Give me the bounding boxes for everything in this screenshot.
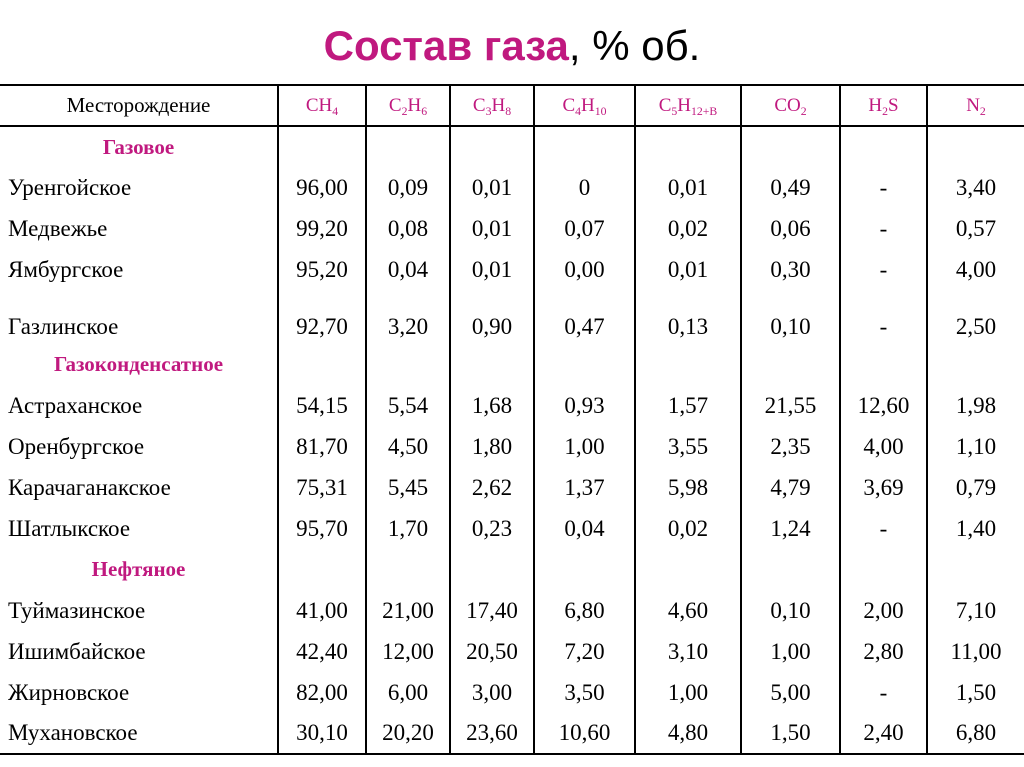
value-cell: 0,47	[534, 290, 635, 344]
empty-cell	[635, 126, 741, 167]
value-cell: -	[840, 167, 927, 208]
value-cell: 1,57	[635, 385, 741, 426]
field-name: Оренбургское	[8, 433, 145, 459]
value-cell: 0,01	[635, 249, 741, 290]
value-cell: 0,04	[534, 508, 635, 549]
value-cell: 3,20	[366, 290, 450, 344]
empty-cell	[741, 549, 840, 590]
value-cell: 42,40	[278, 631, 366, 672]
empty-cell	[534, 549, 635, 590]
formula-subscript: 10	[594, 104, 607, 118]
table-row	[0, 290, 1024, 344]
formula-symbol: H	[677, 94, 692, 116]
empty-cell	[927, 126, 1024, 167]
header-field: Месторождение	[0, 85, 278, 126]
formula-subscript: 4	[575, 104, 582, 118]
value-cell: 5,00	[741, 672, 840, 713]
formula-symbol: H	[407, 94, 422, 116]
field-name: Уренгойское	[8, 174, 132, 200]
header-c3h8	[450, 85, 534, 126]
value-cell: -	[840, 290, 927, 344]
table-row	[0, 672, 1024, 713]
formula-subscript: 8	[505, 104, 512, 118]
value-cell: 21,00	[366, 590, 450, 631]
value-cell: 54,15	[278, 385, 366, 426]
value-cell: 1,10	[927, 426, 1024, 467]
value-cell: 11,00	[927, 631, 1024, 672]
group-row	[0, 344, 1024, 385]
header-c2h6	[366, 85, 450, 126]
table-row	[0, 249, 1024, 290]
value-cell: 0,08	[366, 208, 450, 249]
formula-subscript: 3	[485, 104, 492, 118]
value-cell: 1,40	[927, 508, 1024, 549]
value-cell: 5,98	[635, 467, 741, 508]
value-cell: 1,50	[927, 672, 1024, 713]
empty-cell	[534, 126, 635, 167]
header-c5h12	[635, 85, 741, 126]
empty-cell	[450, 344, 534, 385]
value-cell: 0,10	[741, 290, 840, 344]
formula-symbol: C	[658, 94, 672, 116]
group-row	[0, 126, 1024, 167]
table-row	[0, 426, 1024, 467]
value-cell: 7,10	[927, 590, 1024, 631]
empty-cell	[927, 549, 1024, 590]
empty-cell	[366, 344, 450, 385]
table-row	[0, 167, 1024, 208]
value-cell: 1,24	[741, 508, 840, 549]
value-cell: 0,09	[366, 167, 450, 208]
value-cell: -	[840, 672, 927, 713]
value-cell: 23,60	[450, 713, 534, 754]
value-cell: 1,80	[450, 426, 534, 467]
value-cell: 12,00	[366, 631, 450, 672]
value-cell: 1,50	[741, 713, 840, 754]
value-cell: 0,01	[450, 167, 534, 208]
value-cell: 0,01	[450, 249, 534, 290]
value-cell: 1,98	[927, 385, 1024, 426]
value-cell: 30,10	[278, 713, 366, 754]
formula-subscript: 12+B	[691, 104, 718, 118]
value-cell: 5,45	[366, 467, 450, 508]
empty-cell	[450, 549, 534, 590]
field-name: Газлинское	[8, 314, 119, 339]
field-name: Медвежье	[8, 215, 108, 241]
value-cell: 0,10	[741, 590, 840, 631]
empty-cell	[278, 126, 366, 167]
value-cell: 2,50	[927, 290, 1024, 344]
header-ch4	[278, 85, 366, 126]
empty-cell	[534, 344, 635, 385]
formula-subscript: 2	[979, 104, 986, 118]
table-row	[0, 508, 1024, 549]
value-cell: 2,35	[741, 426, 840, 467]
formula-symbol: N	[966, 94, 980, 116]
table-header-row	[0, 85, 1024, 126]
value-cell: 99,20	[278, 208, 366, 249]
title-units: , % об.	[568, 22, 701, 69]
field-name: Мухановское	[0, 713, 278, 754]
formula-subscript: 5	[671, 104, 678, 118]
value-cell: 12,60	[840, 385, 927, 426]
value-cell: 20,20	[366, 713, 450, 754]
value-cell: 4,80	[635, 713, 741, 754]
value-cell: 0,23	[450, 508, 534, 549]
value-cell: 4,60	[635, 590, 741, 631]
formula-symbol: C	[472, 94, 486, 116]
field-name: Карачаганакское	[8, 474, 171, 500]
empty-cell	[840, 549, 927, 590]
value-cell: 41,00	[278, 590, 366, 631]
value-cell: 3,50	[534, 672, 635, 713]
value-cell: 6,80	[927, 713, 1024, 754]
value-cell: 21,55	[741, 385, 840, 426]
formula-symbol: CO	[774, 94, 801, 116]
field-name: Ямбургское	[8, 256, 124, 282]
value-cell: 2,00	[840, 590, 927, 631]
empty-cell	[840, 344, 927, 385]
formula-symbol: H	[491, 94, 506, 116]
value-cell: 0,04	[366, 249, 450, 290]
empty-cell	[741, 344, 840, 385]
value-cell: 1,70	[366, 508, 450, 549]
group-label: Газовое	[102, 134, 175, 159]
value-cell: 17,40	[450, 590, 534, 631]
field-name: Туймазинское	[8, 597, 146, 623]
formula-subscript: 6	[421, 104, 428, 118]
formula-symbol: H	[868, 94, 883, 116]
formula-subscript: 4	[332, 104, 339, 118]
value-cell: 1,00	[741, 631, 840, 672]
formula-subscript: 2	[882, 104, 889, 118]
value-cell: 4,00	[927, 249, 1024, 290]
formula-symbol: CH	[305, 94, 333, 116]
value-cell: -	[840, 208, 927, 249]
value-cell: -	[840, 249, 927, 290]
table-row	[0, 208, 1024, 249]
field-name: Шатлыкское	[8, 515, 131, 541]
formula-subscript: 2	[401, 104, 408, 118]
value-cell: 3,55	[635, 426, 741, 467]
empty-cell	[635, 549, 741, 590]
table-row	[0, 713, 1024, 754]
value-cell: 0,06	[741, 208, 840, 249]
empty-cell	[635, 344, 741, 385]
value-cell: 81,70	[278, 426, 366, 467]
value-cell: 2,80	[840, 631, 927, 672]
header-c4h10	[534, 85, 635, 126]
formula-symbol: C	[388, 94, 402, 116]
empty-cell	[366, 549, 450, 590]
page-title	[0, 20, 1024, 72]
value-cell: 2,40	[840, 713, 927, 754]
value-cell: 5,54	[366, 385, 450, 426]
value-cell: 0,13	[635, 290, 741, 344]
gas-composition-table	[0, 84, 1024, 755]
value-cell: 0,01	[635, 167, 741, 208]
empty-cell	[366, 126, 450, 167]
header-co2	[741, 85, 840, 126]
value-cell: 0,90	[450, 290, 534, 344]
table-row	[0, 385, 1024, 426]
header-n2	[927, 85, 1024, 126]
empty-cell	[927, 344, 1024, 385]
value-cell: 4,79	[741, 467, 840, 508]
value-cell: 75,31	[278, 467, 366, 508]
field-name: Жирновское	[8, 679, 130, 705]
value-cell: 0,49	[741, 167, 840, 208]
title-main: Состав газа	[323, 22, 569, 69]
value-cell: 3,00	[450, 672, 534, 713]
value-cell: 3,10	[635, 631, 741, 672]
value-cell: 0,01	[450, 208, 534, 249]
value-cell: 7,20	[534, 631, 635, 672]
header-h2s	[840, 85, 927, 126]
formula-symbol: H	[581, 94, 595, 116]
formula-subscript: 2	[800, 104, 807, 118]
value-cell: 0,00	[534, 249, 635, 290]
formula-symbol: S	[888, 94, 899, 116]
table-body	[0, 126, 1024, 754]
empty-cell	[278, 549, 366, 590]
value-cell: 95,20	[278, 249, 366, 290]
field-name: Ишимбайское	[8, 638, 146, 664]
value-cell: 0,07	[534, 208, 635, 249]
value-cell: 0,30	[741, 249, 840, 290]
value-cell: -	[840, 508, 927, 549]
value-cell: 0,57	[927, 208, 1024, 249]
value-cell: 2,62	[450, 467, 534, 508]
empty-cell	[840, 126, 927, 167]
value-cell: 6,00	[366, 672, 450, 713]
value-cell: 4,00	[840, 426, 927, 467]
value-cell: 92,70	[278, 290, 366, 344]
value-cell: 20,50	[450, 631, 534, 672]
value-cell: 0,02	[635, 508, 741, 549]
empty-cell	[278, 344, 366, 385]
field-name: Астраханское	[8, 392, 143, 418]
value-cell: 0,02	[635, 208, 741, 249]
value-cell: 1,00	[635, 672, 741, 713]
value-cell: 82,00	[278, 672, 366, 713]
value-cell: 1,68	[450, 385, 534, 426]
value-cell: 95,70	[278, 508, 366, 549]
table-row	[0, 590, 1024, 631]
value-cell: 4,50	[366, 426, 450, 467]
table-row	[0, 631, 1024, 672]
empty-cell	[450, 126, 534, 167]
group-label: Газоконденсатное	[53, 352, 224, 376]
value-cell: 1,37	[534, 467, 635, 508]
value-cell: 0,79	[927, 467, 1024, 508]
value-cell: 6,80	[534, 590, 635, 631]
formula-symbol: C	[562, 94, 576, 116]
empty-cell	[741, 126, 840, 167]
value-cell: 0	[534, 167, 635, 208]
group-row	[0, 549, 1024, 590]
value-cell: 1,00	[534, 426, 635, 467]
value-cell: 0,93	[534, 385, 635, 426]
group-label: Нефтяное	[91, 557, 186, 581]
value-cell: 3,69	[840, 467, 927, 508]
table-row	[0, 467, 1024, 508]
value-cell: 10,60	[534, 713, 635, 754]
value-cell: 96,00	[278, 167, 366, 208]
value-cell: 3,40	[927, 167, 1024, 208]
